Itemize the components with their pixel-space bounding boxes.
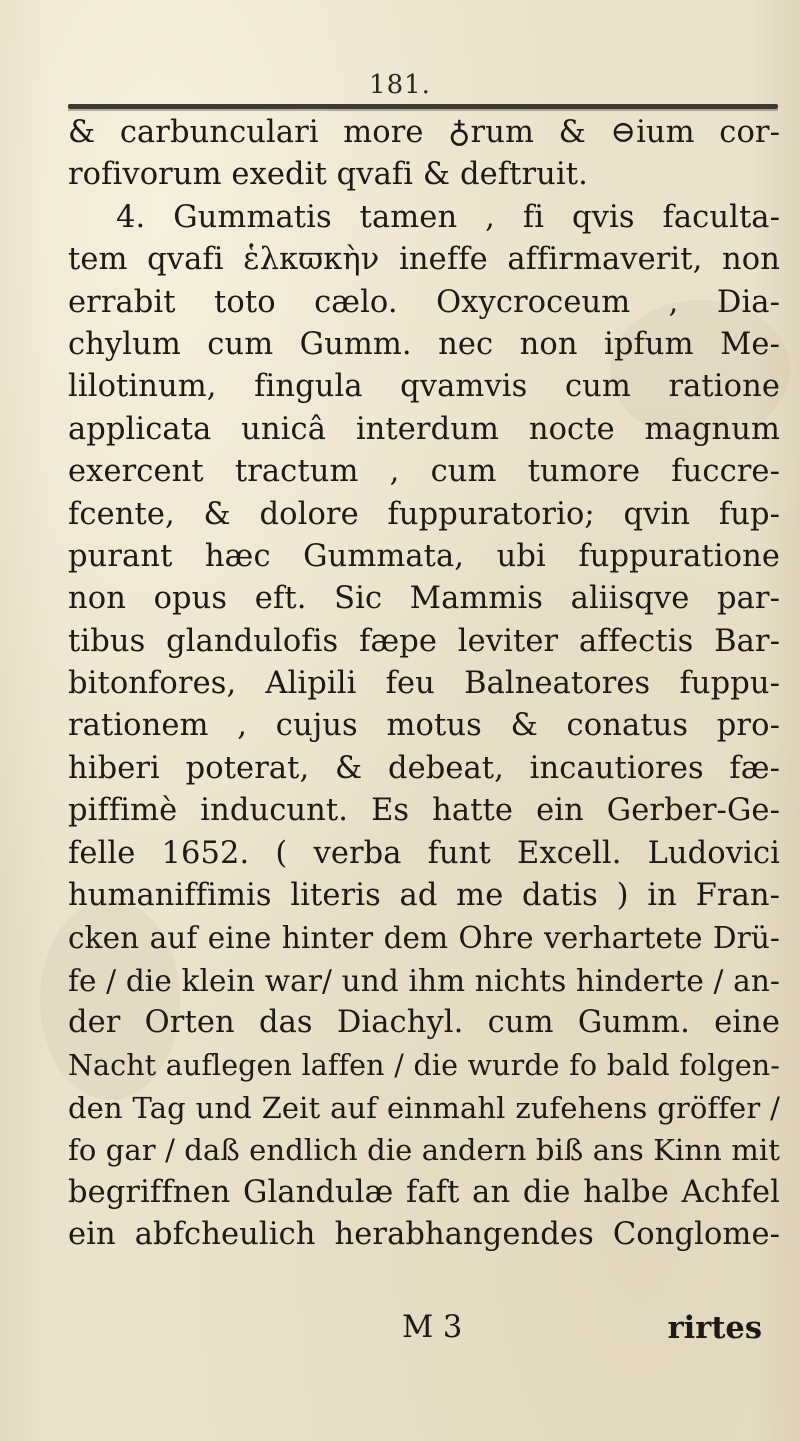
text-line: applicata unicâ interdum nocte magnum (68, 411, 780, 447)
text-line: fe / die klein war/ und ihm nichts hinderte / an- (68, 963, 780, 998)
text-line: begriffnen Glandulæ faft an die halbe Achfel (68, 1174, 780, 1210)
text-line: felle 1652. ( verba funt Excell. Ludovici (68, 835, 780, 871)
text-line: tibus glandulofis fæpe leviter affectis Bar- (68, 623, 780, 659)
text-line: der Orten das Diachyl. cum Gumm. eine (68, 1005, 780, 1041)
text-line: rofivorum exedit qvafi & deftruit. (68, 157, 588, 193)
text-line: ein abfcheulich herabhangendes Conglome- (68, 1217, 780, 1253)
header-rule (68, 104, 778, 109)
catchword: rirtes (667, 1310, 762, 1346)
text-line: Nacht auflegen laffen / die wurde fo bald folgen- (68, 1048, 780, 1082)
text-line: fo gar / daß endlich die andern biß ans Kinn mit (68, 1133, 780, 1168)
page-footer (68, 1305, 780, 1351)
text-line: non opus eft. Sic Mammis aliisqve par- (68, 581, 780, 617)
text-line: lilotinum, fingula qvamvis cum ratione (68, 369, 780, 405)
text-line: piffimè inducunt. Es hatte ein Gerber-Ge- (68, 793, 780, 829)
text-line: errabit toto cælo. Oxycroceum , Dia- (68, 284, 780, 320)
text-line: chylum cum Gumm. nec non ipfum Me- (68, 326, 780, 362)
text-line: bitonfores, Alipili feu Balneatores fuppu- (68, 666, 780, 702)
text-line: 4. Gummatis tamen , fi qvis faculta- (116, 199, 780, 235)
text-line: cken auf eine hinter dem Ohre verhartete Drü- (68, 921, 780, 956)
text-line: purant hæc Gummata, ubi fuppuratione (68, 538, 780, 574)
signature-mark: M 3 (402, 1310, 463, 1345)
text-line: & carbunculari more ♁rum & ⊖ium cor- (68, 115, 780, 150)
body-text (68, 112, 780, 1257)
text-line: tem qvafi ἑλκϖκὴν ineffe affirmaverit, non (68, 242, 780, 278)
text-line: fcente, & dolore fuppuratorio; qvin fup- (68, 496, 780, 532)
text-line: exercent tractum , cum tumore fuccre- (68, 454, 780, 490)
page-number: 181. (369, 70, 431, 100)
text-line: hiberi poterat, & debeat, incautiores fæ- (68, 750, 780, 786)
text-line: den Tag und Zeit auf einmahl zufehens gröffer / (68, 1090, 780, 1125)
text-line: humaniffimis literis ad me datis ) in Fran- (68, 878, 780, 914)
text-line: rationem , cujus motus & conatus pro- (68, 708, 780, 744)
